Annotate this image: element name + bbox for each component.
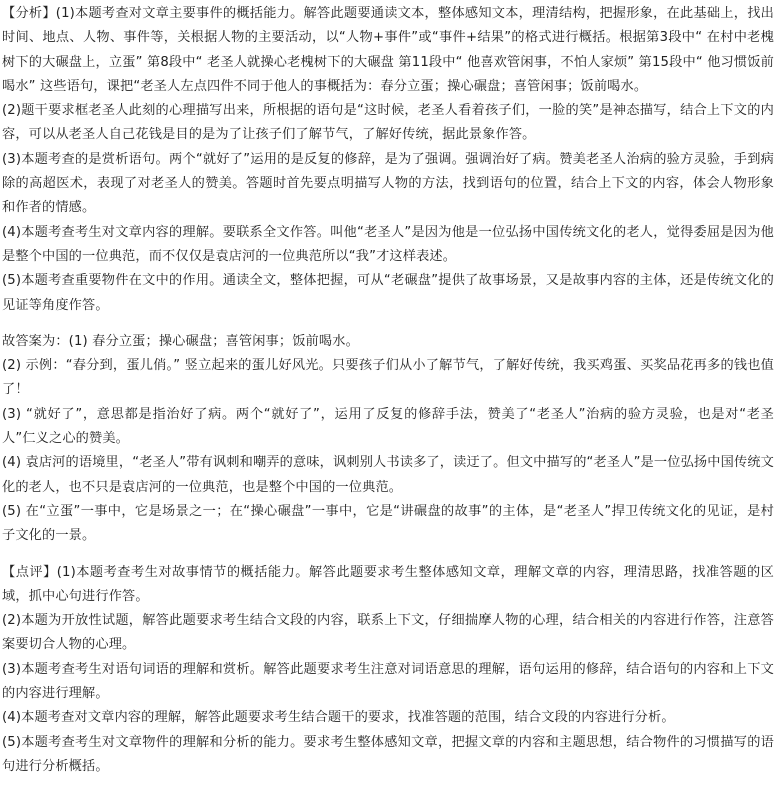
answer-paragraph-5: (5) 在“立蛋”一事中，它是场景之一；在“操心碾盘”一事中，它是“讲碾盘的故事”的主体，是“老圣人”捍卫传统文化的见证，是村子文化的一景。 [2,503,774,544]
analysis-section [2,2,774,318]
comment-section [2,561,774,780]
analysis-paragraph-3: (3)本题考查的是赏析语句。两个“就好了”运用的是反复的修辞，是为了强调。强调治好了病。赞美老圣人治病的验方灵验，手到病除的高超医术，表现了对老圣人的赞美。答题时首先要点明描写人物的方法，找到语句的位置，结合上下文的内容，体会人物形象和作者的情感。 [2,151,774,216]
comment-text-1: (1)本题考查考生对故事情节的概括能力。解答此题要求考生整体感知文章，理解文章的内容，理清思路，找准答题的区域，抓中心句进行作答。 [2,564,774,604]
comment-heading: 【点评】 [2,564,57,580]
comment-paragraph-4: (4)本题考查对文章内容的理解，解答此题要求考生结合题干的要求，找准答题的范围，结合文段的内容进行分析。 [2,710,675,726]
answer-section [2,330,774,549]
comment-paragraph-5: (5)本题考查考生对文章物件的理解和分析的能力。要求考生整体感知文章，把握文章的内容和主题思想，结合物件的习惯描写的语句进行分析概括。 [2,734,774,774]
analysis-paragraph-1 [2,2,774,99]
analysis-heading: 【分析】 [2,6,56,21]
comment-paragraph-3: (3)本题考查考生对语句词语的理解和赏析。解答此题要求考生注意对词语意思的理解，语句运用的修辞，结合语句的内容和上下文的内容进行理解。 [2,661,774,702]
answer-paragraph-3: (3) “就好了”，意思都是指治好了病。两个“就好了”，运用了反复的修辞手法，赞美了“老圣人”治病的验方灵验，也是对“老圣人”仁义之心的赞美。 [2,406,774,447]
comment-paragraph-2: (2)本题为开放性试题，解答此题要求考生结合文段的内容，联系上下文，仔细揣摩人物的心理，结合相关的内容进行作答，注意答案要切合人物的心理。 [2,613,774,653]
answer-paragraph-2: (2) 示例：“春分到，蛋儿俏。” 竖立起来的蛋儿好风光。只要孩子们从小了解节气，了解好传统，我买鸡蛋、买奖品花再多的钱也值了！ [2,358,774,398]
comment-paragraph-1 [2,561,774,610]
analysis-text-1: (1)本题考查对文章主要事件的概括能力。解答此题要通读文本，整体感知文本，理清结构，把握形象，在此基础上，找出时间、地点、人物、事件等，关根据人物的主要活动，以“人物+事件”或“事件+结果”的格式进行概括。根据第3段中“ 在村中老槐树下的大碾盘上，立蛋” 第8段中“ 老圣人就操心老槐树下的大碾盘 第11段中“ 他喜欢管闲事，不怕人家烦” 第15段中“ 他习惯饭前喝水” 这些语句，课把“老圣人左点四件不同于他人的事概括为：春分立蛋；操心碾盘；喜管闲事；饭前喝水。 [2,6,774,94]
answer-paragraph-4: (4) 袁店河的语境里，“老圣人”带有讽刺和嘲弄的意味，讽刺别人书读多了，读迂了。但文中描写的“老圣人”是一位弘扬中国传统文化的老人，也不只是袁店河的一位典范，也是整个中国的一位典范。 [2,455,774,495]
analysis-paragraph-5: (5)本题考查重要物件在文中的作用。通读全文，整体把握，可从“老碾盘”提供了故事场景，又是故事内容的主体，还是传统文化的见证等角度作答。 [2,273,774,313]
answer-paragraph-1: 故答案为：(1) 春分立蛋；操心碾盘；喜管闲事；饭前喝水。 [2,333,359,349]
analysis-paragraph-4: (4)本题考查考生对文章内容的理解。要联系全文作答。叫他“老圣人”是因为他是一位弘扬中国传统文化的老人，觉得委屈是因为他是整个中国的一位典范，而不仅仅是袁店河的一位典范所以“我”才这样表述。 [2,224,774,264]
analysis-paragraph-2: (2)题干要求框老圣人此刻的心理描写出来，所根据的语句是“这时候，老圣人看着孩子们，一脸的笑”是神态描写，结合上下文的内容，可以从老圣人自己花钱是目的是为了让孩子们了解节气，了解好传统，据此景象作答。 [2,103,774,143]
